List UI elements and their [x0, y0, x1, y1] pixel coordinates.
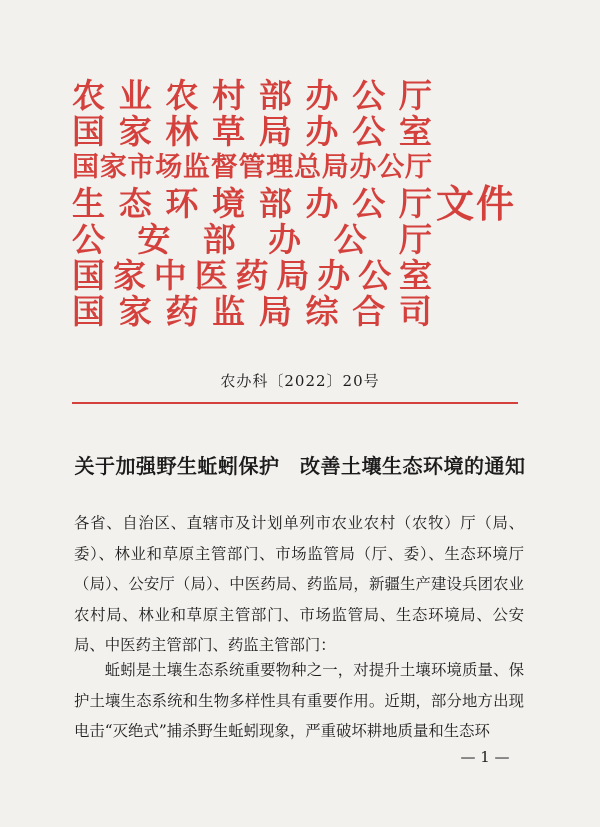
- issuer-line: 生 态 环 境 部 办 公 厅: [72, 184, 432, 223]
- addressee-paragraph: 各省、自治区、直辖市及计划单列市农业农村（农牧）厅（局、委）、林业和草原主管部门、市场监管局（厅、委）、生态环境厅（局）、公安厅（局）、中医药局、药监局，新疆生产建设兵团农业农村局、林业和草原主管部门、市场监管局、生态环境局、公安局、中医药主管部门、药监主管部门：: [74, 514, 524, 654]
- body-paragraph: 蚯蚓是土壤生态系统重要物种之一，对提升土壤环境质量、保护土壤生态系统和生物多样性具有重要作用。近期，部分地方出现电击“灭绝式”捕杀野生蚯蚓现象，严重破坏耕地质量和生态环: [74, 661, 524, 740]
- red-divider-line: [72, 402, 518, 404]
- issuer-line: 国 家 药 监 局 综 合 司: [72, 292, 432, 331]
- issuer-line: 国 家 林 草 局 办 公 室: [72, 112, 432, 151]
- issuer-line: 国 家 中 医 药 局 办 公 室: [72, 256, 432, 295]
- issuer-line: 国 家 市 场 监 督 管 理 总 局 办 公 厅: [72, 152, 432, 183]
- issuer-line: 农 业 农 村 部 办 公 厅: [72, 76, 432, 115]
- document-word: 文件: [436, 181, 517, 226]
- page-number: — 1 —: [460, 748, 510, 766]
- document-number: 农办科〔2022〕20号: [220, 372, 380, 390]
- issuing-authorities-header: [72, 78, 532, 332]
- document-title: 关于加强野生蚯蚓保护 改善土壤生态环境的通知: [74, 454, 526, 478]
- issuer-line: 公 安 部 办 公 厅: [72, 220, 432, 259]
- issuer-list: [72, 78, 432, 330]
